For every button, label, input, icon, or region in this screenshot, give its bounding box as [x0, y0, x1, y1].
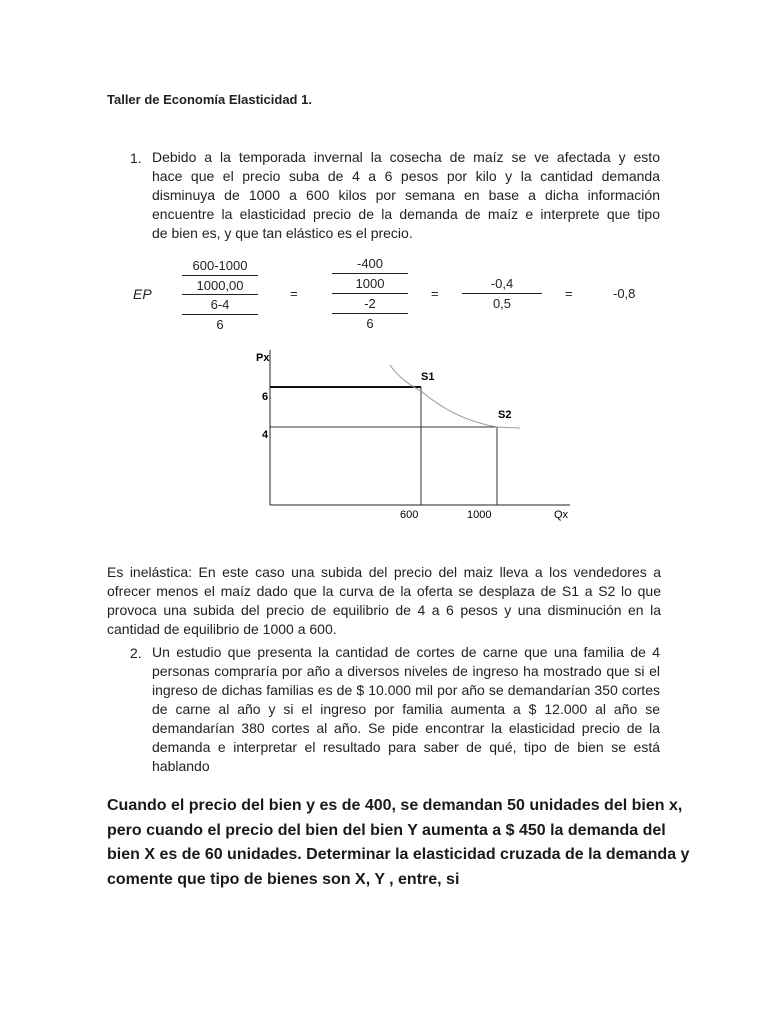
text-line: bien X es de 60 unidades. Determinar la elasticidad cruzada de la demanda y	[107, 846, 690, 863]
equals-sign: =	[290, 286, 298, 301]
x-axis-label: Qx	[554, 509, 569, 521]
text-line: de bien es, y que tan elástico es el precio.	[152, 225, 413, 241]
text-line: disminuya de 1000 a 600 kilos por semana en base a dicha información	[152, 187, 660, 203]
text-line: Debido a la temporada invernal la cosecha de maíz se ve afectada y esto	[152, 149, 660, 165]
y-tick: 6	[262, 391, 269, 403]
x-tick: 1000	[467, 509, 492, 521]
ep-label: EP	[133, 286, 152, 302]
equals-sign: =	[431, 286, 439, 301]
fraction-term: 0,5	[492, 296, 512, 311]
text-line: Un estudio que presenta la cantidad de cortes de carne que una familia de 4	[152, 644, 660, 660]
fraction-term: 6-4	[210, 297, 230, 312]
text-line: encuentre la elasticidad precio de la demanda de maíz e interprete que tipo	[152, 206, 660, 222]
fraction-term: 600-1000	[192, 258, 248, 273]
question-number: 2.	[130, 645, 142, 661]
x-tick: 600	[400, 509, 419, 521]
equals-sign: =	[565, 286, 573, 301]
equation-result: -0,8	[613, 286, 636, 301]
y-tick: 4	[262, 429, 269, 441]
fraction-term: -400	[356, 256, 384, 271]
text-line: Es inelástica: En este caso una subida del precio del maiz lleva a los vendedores a	[107, 564, 661, 580]
text-line: hace que el precio suba de 4 a 6 pesos por kilo y la cantidad demanda	[152, 168, 660, 184]
text-line: cantidad de equilibrio de 1000 a 600.	[107, 621, 337, 637]
y-axis-label: Px	[256, 352, 270, 364]
question-number: 1.	[130, 150, 142, 166]
text-line: provoca una subida del precio de equilibrio de 4 a 6 pesos y una disminución en la	[107, 602, 661, 618]
text-line: personas compraría por año a diversos niveles de ingreso ha mostrado que si el	[152, 663, 660, 679]
curve-label-s2: S2	[498, 409, 512, 421]
document-title: Taller de Economía Elasticidad 1.	[107, 92, 312, 107]
text-line: demanda e interpretar el resultado para saber de qué, tipo de bien se está	[152, 739, 660, 755]
text-line: ofrecer menos el maíz dado que la curva de la oferta se desplaza de S1 a S2 lo que	[107, 583, 661, 599]
fraction-term: 6	[366, 316, 374, 331]
text-line: demandarían 380 cortes al año. Se pide encontrar la elasticidad precio de la	[152, 720, 660, 736]
text-line: Cuando el precio del bien y es de 400, se demandan 50 unidades del bien x,	[107, 797, 683, 814]
fraction-term: 1000	[355, 276, 385, 291]
text-line: hablando	[152, 758, 210, 774]
fraction-term: 6	[216, 317, 224, 332]
fraction-term: -2	[364, 296, 376, 311]
text-line: comente que tipo de bienes son X, Y , entre, si	[107, 870, 460, 888]
text-line: pero cuando el precio del bien del bien Y aumenta a $ 450 la demanda del	[107, 821, 666, 839]
text-line: ingreso de dichas familias es de $ 10.000 mil por año se demandarían 350 cortes	[152, 682, 660, 698]
fraction-term: -0,4	[490, 276, 514, 291]
curve-label-s1: S1	[421, 371, 435, 383]
fraction-term: 1000,00	[196, 278, 244, 293]
text-line: de carne al año y si el ingreso por familia aumenta a $ 12.000 al año se	[152, 701, 660, 717]
